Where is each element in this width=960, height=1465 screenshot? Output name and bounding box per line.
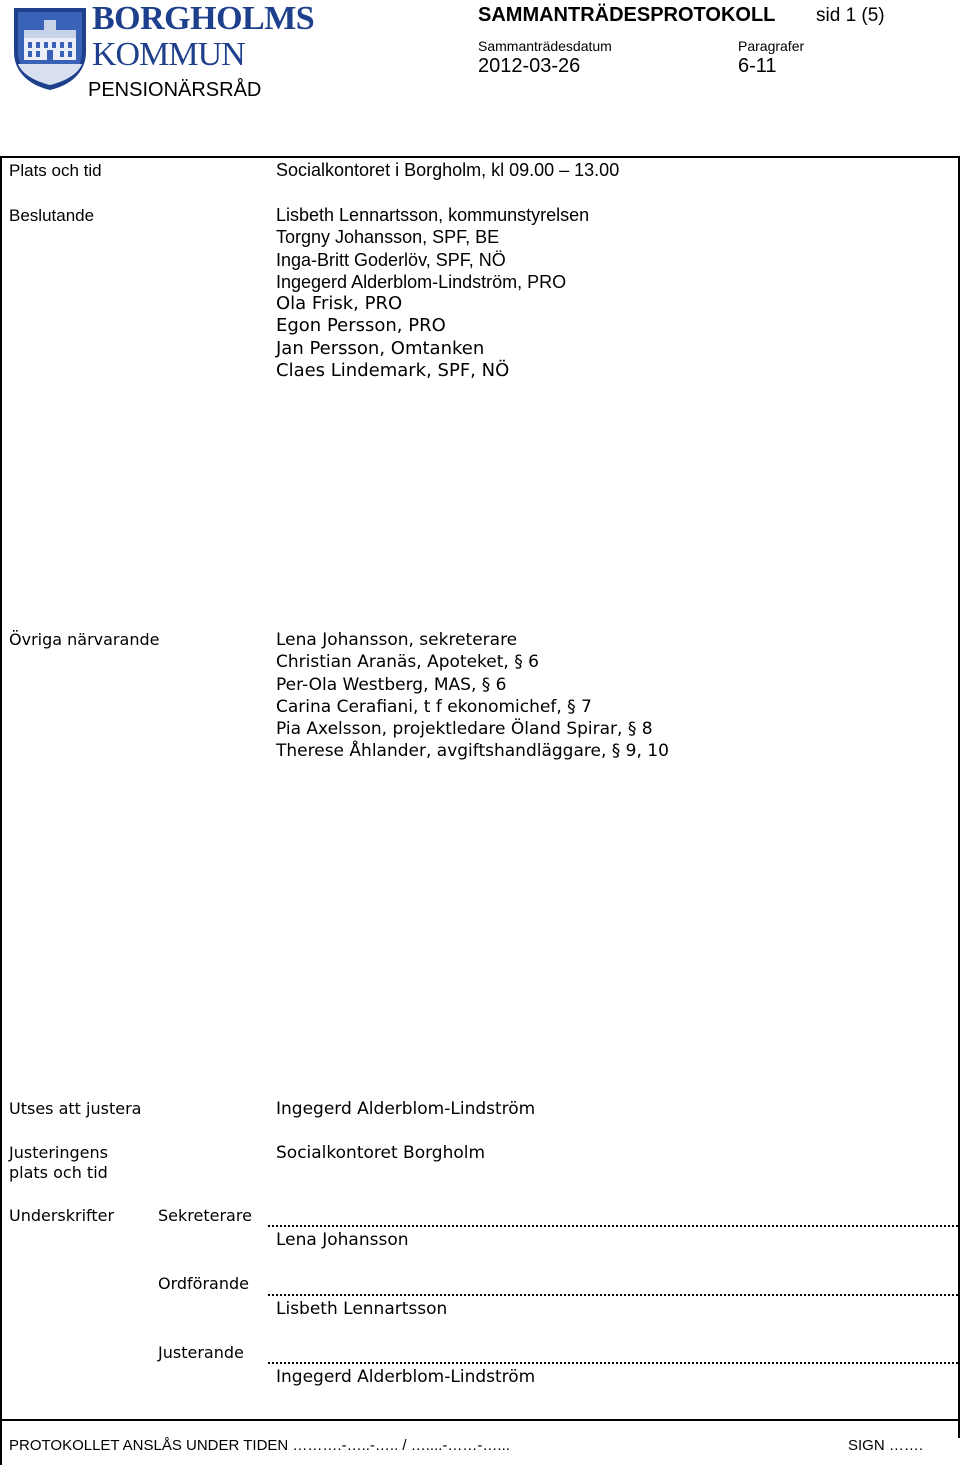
document-title: SAMMANTRÄDESPROTOKOLL xyxy=(478,4,776,26)
adjustment-place-label-line2: plats och tid xyxy=(9,1163,108,1182)
list-item: Egon Persson, PRO xyxy=(276,315,446,337)
adjuster-signature-line xyxy=(268,1362,958,1364)
appointed-adjuster-label: Utses att justera xyxy=(9,1099,142,1118)
list-item: Lena Johansson, sekreterare xyxy=(276,630,518,650)
appointed-adjuster-value: Ingegerd Alderblom-Lindström xyxy=(276,1099,536,1119)
meeting-date-label: Sammanträdesdatum xyxy=(478,38,612,54)
secretary-name: Lena Johansson xyxy=(276,1230,409,1250)
deciding-label: Beslutande xyxy=(9,206,95,225)
page-indicator: sid 1 (5) xyxy=(816,5,885,26)
list-item: Jan Persson, Omtanken xyxy=(276,337,485,359)
municipality-name-line2: KOMMUN xyxy=(92,36,245,73)
list-item: Inga-Britt Goderlöv, SPF, NÖ xyxy=(276,249,506,270)
adjuster-name: Ingegerd Alderblom-Lindström xyxy=(276,1367,536,1387)
municipality-name-line1: BORGHOLMS xyxy=(92,0,315,37)
place-time-label: Plats och tid xyxy=(9,161,102,180)
list-item: Pia Axelsson, projektledare Öland Spirar, § 8 xyxy=(276,719,653,740)
sign-field: SIGN ……. xyxy=(848,1437,924,1454)
secretary-role: Sekreterare xyxy=(158,1206,252,1225)
adjustment-place-value: Socialkontoret Borgholm xyxy=(276,1143,486,1163)
chair-signature-line xyxy=(268,1294,958,1296)
list-item: Christian Aranäs, Apoteket, § 6 xyxy=(276,652,539,673)
footer-divider xyxy=(0,1419,960,1421)
list-item: Claes Lindemark, SPF, NÖ xyxy=(276,360,510,382)
list-item: Torgny Johansson, SPF, BE xyxy=(276,227,500,248)
adjustment-place-label-line1: Justeringens xyxy=(9,1143,108,1162)
left-border xyxy=(0,156,2,1465)
secretary-signature-line xyxy=(268,1225,958,1227)
meeting-date-value: 2012-03-26 xyxy=(478,55,581,77)
deciding-list xyxy=(276,204,589,382)
place-time-value: Socialkontoret i Borgholm, kl 09.00 – 13.00 xyxy=(276,160,620,180)
list-item: Per-Ola Westberg, MAS, § 6 xyxy=(276,674,507,695)
paragraphs-label: Paragrafer xyxy=(738,38,805,54)
paragraphs-value: 6-11 xyxy=(738,55,777,77)
list-item: Ola Frisk, PRO xyxy=(276,293,403,315)
list-item: Therese Åhlander, avgiftshandläggare, § 9, 10 xyxy=(276,741,669,762)
board-name: PENSIONÄRSRÅD xyxy=(88,79,262,101)
list-item: Lisbeth Lennartsson, kommunstyrelsen xyxy=(276,205,590,225)
municipal-crest-icon xyxy=(10,4,90,92)
signatures-label: Underskrifter xyxy=(9,1206,115,1225)
chair-name: Lisbeth Lennartsson xyxy=(276,1299,448,1319)
others-present-label: Övriga närvarande xyxy=(9,630,160,649)
adjuster-role: Justerande xyxy=(158,1343,244,1362)
posting-notice: PROTOKOLLET ANSLÅS UNDER TIDEN ……….-…..-….. / …....-……-…... xyxy=(9,1437,510,1454)
others-present-list xyxy=(276,629,669,763)
top-border xyxy=(0,156,960,158)
chair-role: Ordförande xyxy=(158,1274,249,1293)
list-item: Ingegerd Alderblom-Lindström, PRO xyxy=(276,271,567,292)
list-item: Carina Cerafiani, t f ekonomichef, § 7 xyxy=(276,696,592,717)
